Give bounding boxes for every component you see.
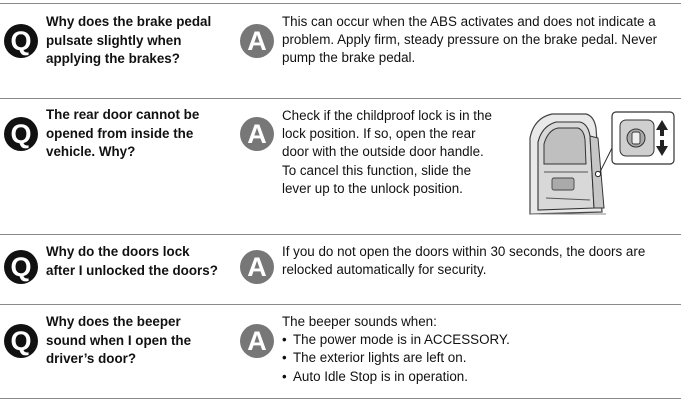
answer-block — [282, 313, 678, 386]
bullet: • — [282, 332, 287, 348]
question-text: Why does the brake pedal pulsate slightly when applying the brakes? — [46, 14, 212, 67]
question-text: Why do the doors lock after I unlocked the doors? — [46, 244, 218, 278]
bullet: • — [282, 368, 287, 384]
question-badge: Q — [4, 117, 38, 151]
answer-text: This can occur when the ABS activates and does not indicate a problem. Apply firm, steady pressure on the brake pedal. Never pump the brake pedal. — [282, 14, 658, 66]
answer-text: If you do not open the doors within 30 seconds, the doors are relocked automatically for security. — [282, 244, 646, 278]
section-divider — [0, 3, 681, 4]
answer-badge: A — [240, 250, 274, 284]
question-text: Why does the beeper sound when I open the driver’s door? — [46, 314, 192, 367]
list-item-text: Auto Idle Stop is in operation. — [293, 368, 468, 384]
section-divider — [0, 234, 681, 235]
childproof-lock-illustration — [528, 108, 678, 216]
section-divider — [0, 98, 681, 99]
answer-intro: The beeper sounds when: — [282, 314, 437, 329]
section-divider — [0, 398, 681, 399]
list-item — [282, 331, 678, 349]
answer-text: Check if the childproof lock is in the lock position. If so, open the rear door with the outside door handle. To cancel this function, slide the lever up to the unlock position. — [282, 108, 492, 196]
list-item-text: The power mode is in ACCESSORY. — [293, 332, 510, 348]
question-text: The rear door cannot be opened from inside the vehicle. Why? — [46, 107, 200, 160]
list-item — [282, 349, 678, 367]
bullet: • — [282, 350, 287, 366]
answer-badge: A — [240, 324, 274, 358]
answer-badge: A — [240, 117, 274, 151]
answer-badge: A — [240, 24, 274, 58]
section-divider — [0, 304, 681, 305]
question-badge: Q — [4, 24, 38, 58]
list-item — [282, 368, 678, 386]
question-badge: Q — [4, 324, 38, 358]
question-badge: Q — [4, 250, 38, 284]
answer-list — [282, 331, 678, 386]
list-item-text: The exterior lights are left on. — [293, 350, 467, 366]
